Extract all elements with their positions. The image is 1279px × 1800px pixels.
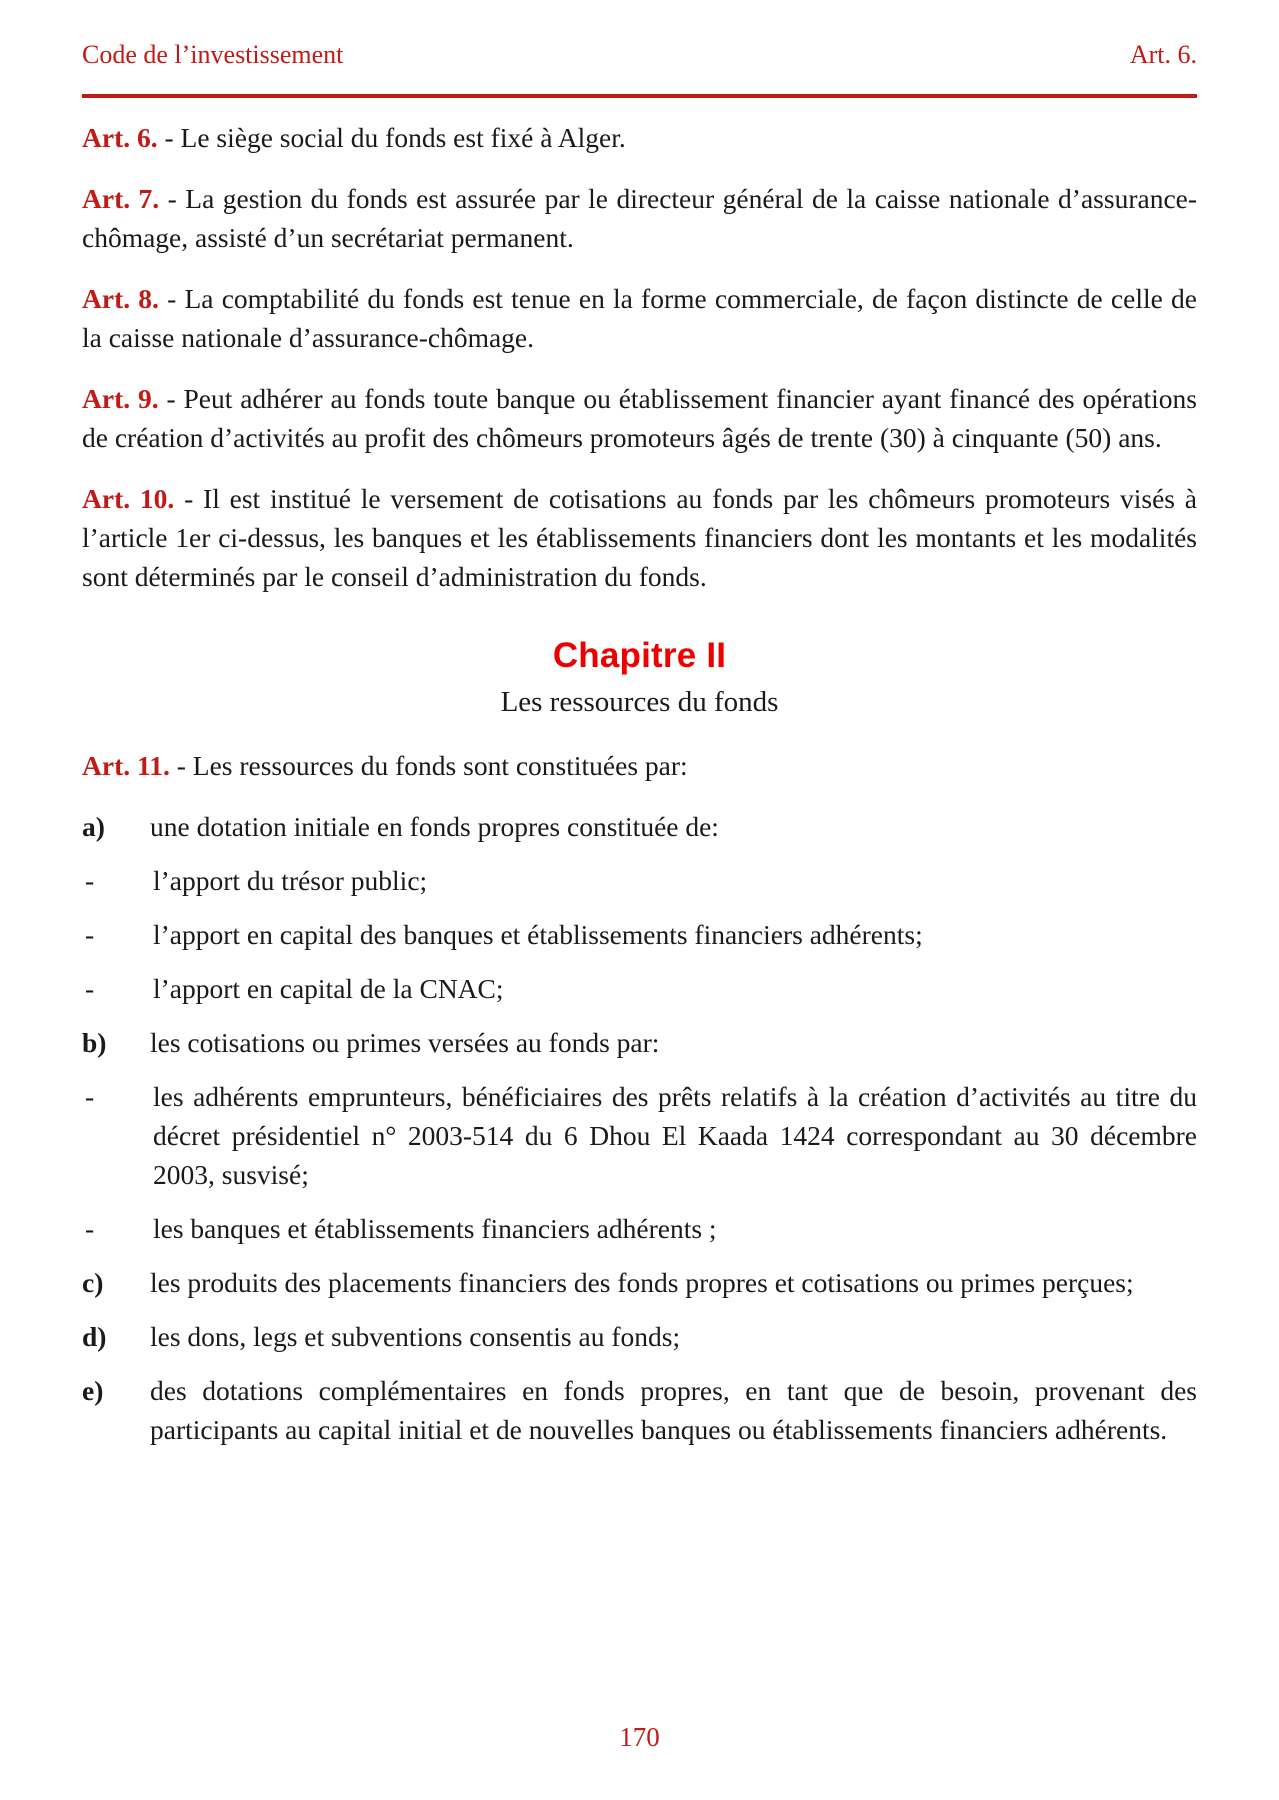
list-item [82,1209,1197,1248]
list-item [82,1263,1197,1302]
list-item [82,1077,1197,1194]
page-running-header [82,42,1197,82]
list-item [82,915,1197,954]
chapter-heading-block [82,636,1197,719]
article-text: Les ressources du fonds sont constituées par: [192,749,688,781]
article-text: La gestion du fonds est assurée par le directeur général de la caisse nationale d’assurance-chômage, assisté d’un secrétariat permanent. [82,183,1198,254]
list-item-text: les dons, legs et subventions consentis au fonds; [150,1321,681,1353]
chapter-subtitle: Les ressources du fonds [500,685,779,718]
list-item [82,861,1197,900]
document-body [82,118,1197,1464]
content-frame [82,0,1197,1800]
list-item-marker: d) [82,1321,107,1353]
page-number: 170 [619,1722,660,1752]
list-item-text: une dotation initiale en fonds propres constituée de: [150,810,719,842]
list-item-text: l’apport du trésor public; [153,864,428,896]
header-document-title: Code de l’investissement [82,40,344,69]
article-text: La comptabilité du fonds est tenue en la forme commerciale, de façon distincte de celle de la caisse nationale d’assurance-chômage. [82,283,1197,354]
article-label: Art. 11. [82,749,170,781]
article-text: Il est institué le versement de cotisations au fonds par les chômeurs promoteurs visés à l’article 1er ci-dessus, les banques et les établissements financiers dont les montants et les modalités sont déterminés par le conseil d’administration du fonds. [82,483,1198,593]
list-item-marker: c) [82,1266,104,1298]
list-item [82,1023,1197,1062]
list-item-marker: e) [82,1375,104,1407]
list-item-marker: - [85,1212,95,1244]
list-item-text: les banques et établissements financiers adhérents ; [153,1212,717,1244]
article-text: Le siège social du fonds est fixé à Alger. [180,122,626,153]
article-dash: - [167,283,177,315]
list-item-text: l’apport en capital des banques et établissements financiers adhérents; [153,918,923,950]
list-item-marker: - [85,972,95,1004]
article-paragraph [82,746,1197,785]
article-dash: - [184,483,194,515]
list-item-marker: - [85,918,95,950]
list-item [82,807,1197,846]
resources-list [82,807,1197,1450]
article-dash: - [164,122,174,153]
article-dash: - [176,749,186,781]
article-label: Art. 9. [82,383,159,415]
list-item-marker: - [85,1080,95,1112]
header-article-reference: Art. 6. [1129,40,1197,69]
article-paragraph [82,479,1197,596]
chapter-title: Chapitre II [552,636,727,676]
list-item-marker: b) [82,1026,107,1058]
article-label: Art. 6. [82,122,158,153]
article-text: Peut adhérer au fonds toute banque ou établissement financier ayant financé des opérations de création d’activités au profit des chômeurs promoteurs âgés de trente (30) à cinquante (50) ans. [82,383,1198,454]
article-label: Art. 8. [82,283,159,315]
list-item-marker: - [85,864,95,896]
list-item [82,1371,1197,1449]
article-paragraph [82,279,1197,357]
list-item [82,1317,1197,1356]
list-item-text: l’apport en capital de la CNAC; [153,972,504,1004]
article-dash: - [166,383,176,415]
list-item-text: les cotisations ou primes versées au fonds par: [150,1026,660,1058]
article-label: Art. 7. [82,183,160,215]
article-paragraph [82,118,1197,157]
article-paragraph [82,379,1197,457]
article-dash: - [167,183,177,215]
list-item-text: des dotations complémentaires en fonds propres, en tant que de besoin, provenant des participants au capital initial et de nouvelles banques ou établissements financiers adhérents. [150,1375,1197,1446]
list-item-marker: a) [82,810,105,842]
list-item [82,969,1197,1008]
header-divider-rule [82,94,1197,98]
list-item-text: les adhérents emprunteurs, bénéficiaires des prêts relatifs à la création d’activités au titre du décret présidentiel n° 2003-514 du 6 Dhou El Kaada 1424 correspondant au 30 décembre 2003, susvisé; [153,1080,1197,1190]
list-item-text: les produits des placements financiers des fonds propres et cotisations ou primes perçues; [150,1266,1134,1298]
article-paragraph [82,179,1197,257]
article-label: Art. 10. [82,483,175,515]
